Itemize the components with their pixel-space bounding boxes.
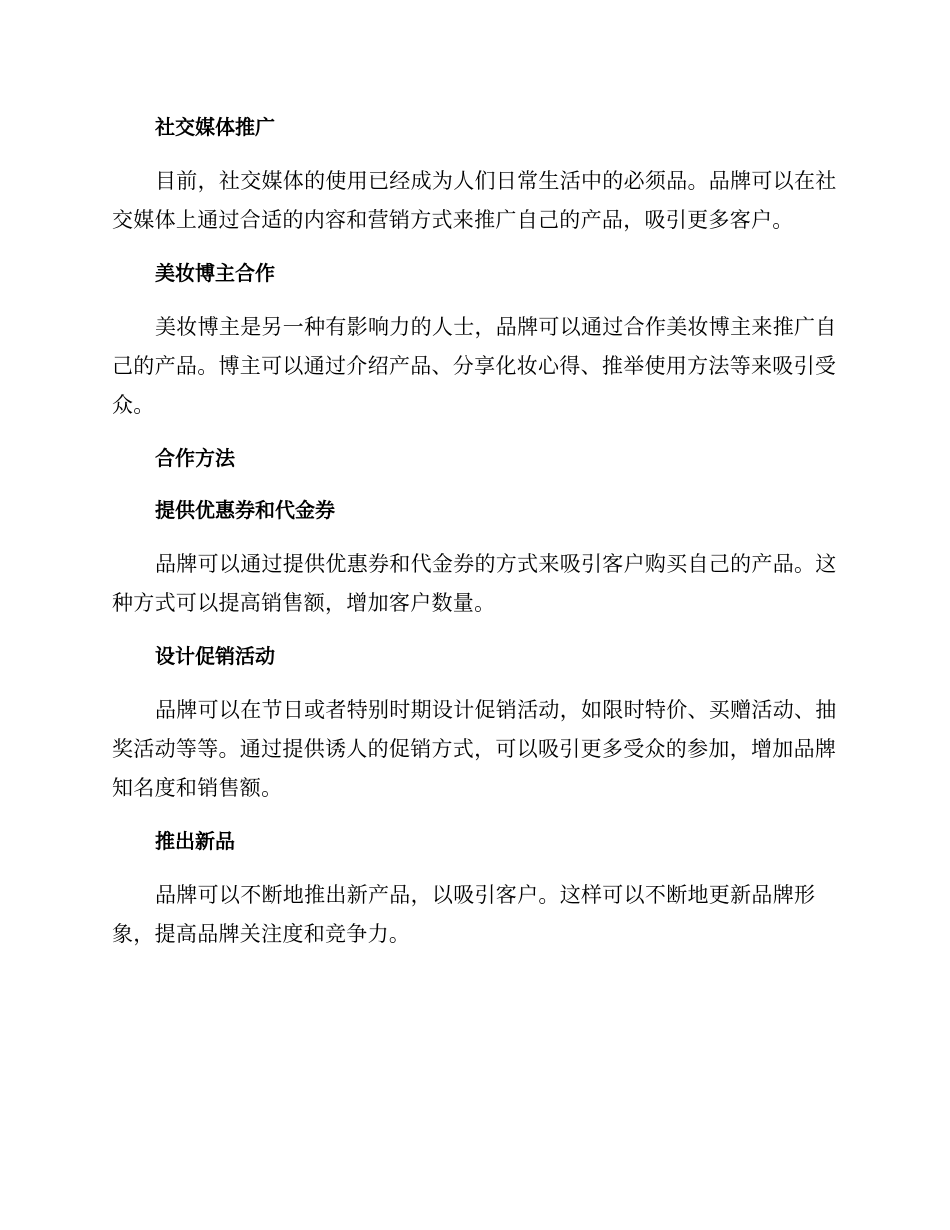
section-heading-cooperation-methods: 合作方法: [155, 446, 235, 470]
document-body: [112, 110, 838, 970]
section-heading-beauty-blogger: 美妆博主合作: [155, 261, 275, 285]
section-paragraph-new-products: 品牌可以不断地推出新产品，以吸引客户。这样可以不断地更新品牌形象，提高品牌关注度和竞争力。: [112, 883, 816, 946]
section-heading-coupons: 提供优惠券和代金券: [155, 498, 335, 522]
section-heading-promotions: 设计促销活动: [155, 644, 275, 668]
section-heading-new-products: 推出新品: [155, 829, 235, 853]
section-paragraph-social-media: 目前，社交媒体的使用已经成为人们日常生活中的必须品。品牌可以在社交媒体上通过合适的内容和营销方式来推广自己的产品，吸引更多客户。: [112, 169, 837, 232]
section-paragraph-promotions: 品牌可以在节日或者特别时期设计促销活动，如限时特价、买赠活动、抽奖活动等等。通过提供诱人的促销方式，可以吸引更多受众的参加，增加品牌知名度和销售额。: [112, 698, 837, 800]
section-heading-social-media: 社交媒体推广: [155, 115, 275, 139]
section-paragraph-coupons: 品牌可以通过提供优惠券和代金券的方式来吸引客户购买自己的产品。这种方式可以提高销售额，增加客户数量。: [112, 552, 837, 615]
section-paragraph-beauty-blogger: 美妆博主是另一种有影响力的人士，品牌可以通过合作美妆博主来推广自己的产品。博主可以通过介绍产品、分享化妆心得、推举使用方法等来吸引受众。: [112, 315, 837, 417]
